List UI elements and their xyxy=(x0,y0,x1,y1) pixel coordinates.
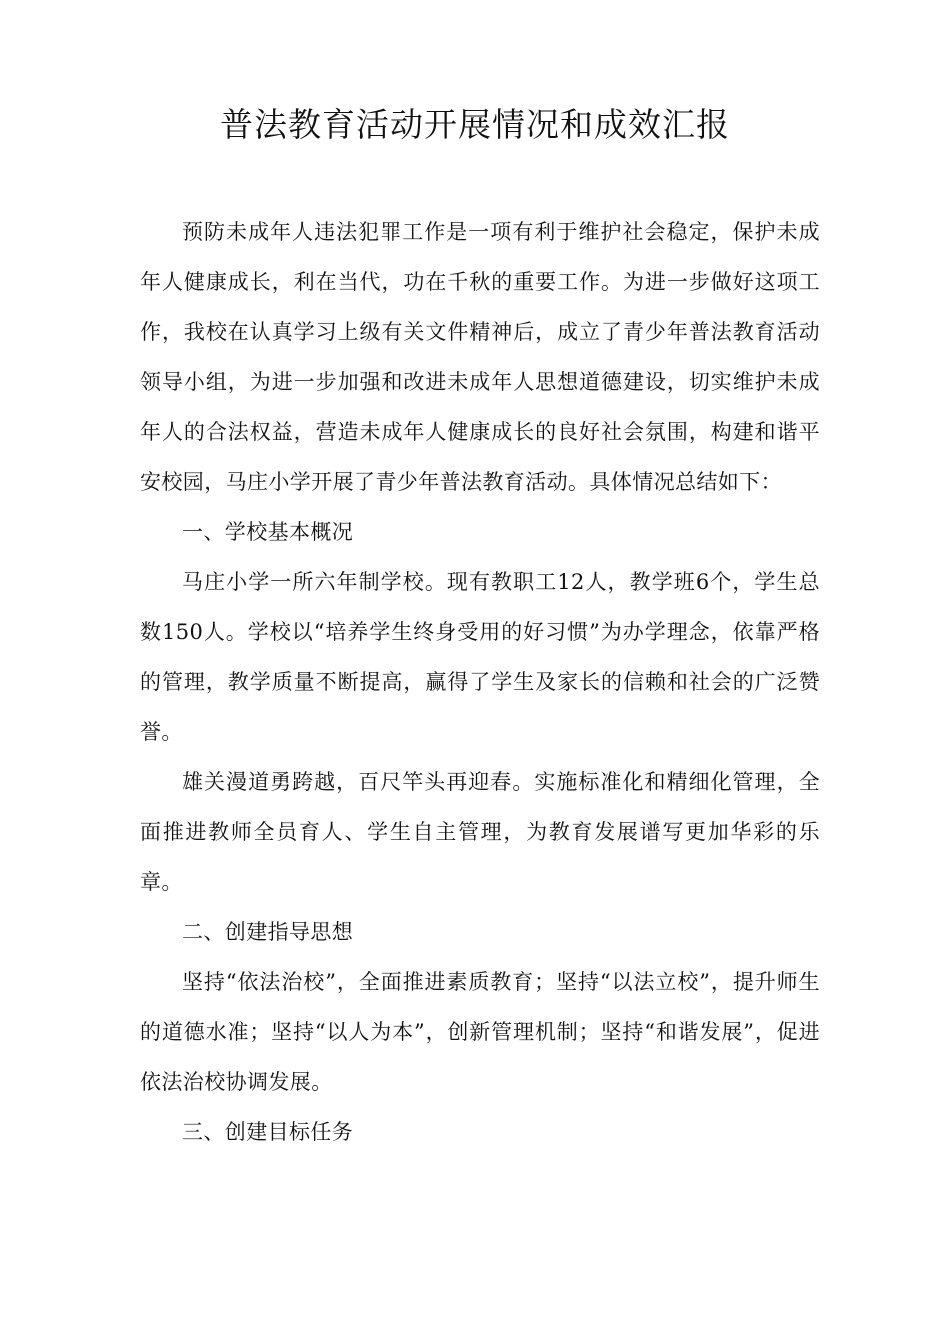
document-body xyxy=(140,207,820,1157)
section-heading-3: 三、创建目标任务 xyxy=(182,1120,354,1144)
paragraph-school-vision: 雄关漫道勇跨越，百尺竿头再迎春。实施标准化和精细化管理，全面推进教师全员育人、学生自主管理，为教育发展谱写更加华彩的乐章。 xyxy=(140,770,820,894)
paragraph-school-overview: 马庄小学一所六年制学校。现有教职工12人，教学班6个，学生总数150人。学校以“培养学生终身受用的好习惯”为办学理念，依靠严格的管理，教学质量不断提高，赢得了学生及家长的信赖和社会的广泛赞誉。 xyxy=(140,570,820,744)
document-title: 普法教育活动开展情况和成效汇报 xyxy=(220,105,730,144)
section-heading-2: 二、创建指导思想 xyxy=(182,920,354,944)
paragraph-guiding-ideas: 坚持“依法治校”，全面推进素质教育；坚持“以法立校”，提升师生的道德水准；坚持“以人为本”，创新管理机制；坚持“和谐发展”，促进依法治校协调发展。 xyxy=(140,970,820,1094)
paragraph-intro: 预防未成年人违法犯罪工作是一项有利于维护社会稳定，保护未成年人健康成长，利在当代，功在千秋的重要工作。为进一步做好这项工作，我校在认真学习上级有关文件精神后，成立了青少年普法教育活动领导小组，为进一步加强和改进未成年人思想道德建设，切实维护未成年人的合法权益，营造未成年人健康成长的良好社会氛围，构建和谐平安校园，马庄小学开展了青少年普法教育活动。具体情况总结如下： xyxy=(140,220,820,494)
section-heading-1: 一、学校基本概况 xyxy=(182,520,354,544)
